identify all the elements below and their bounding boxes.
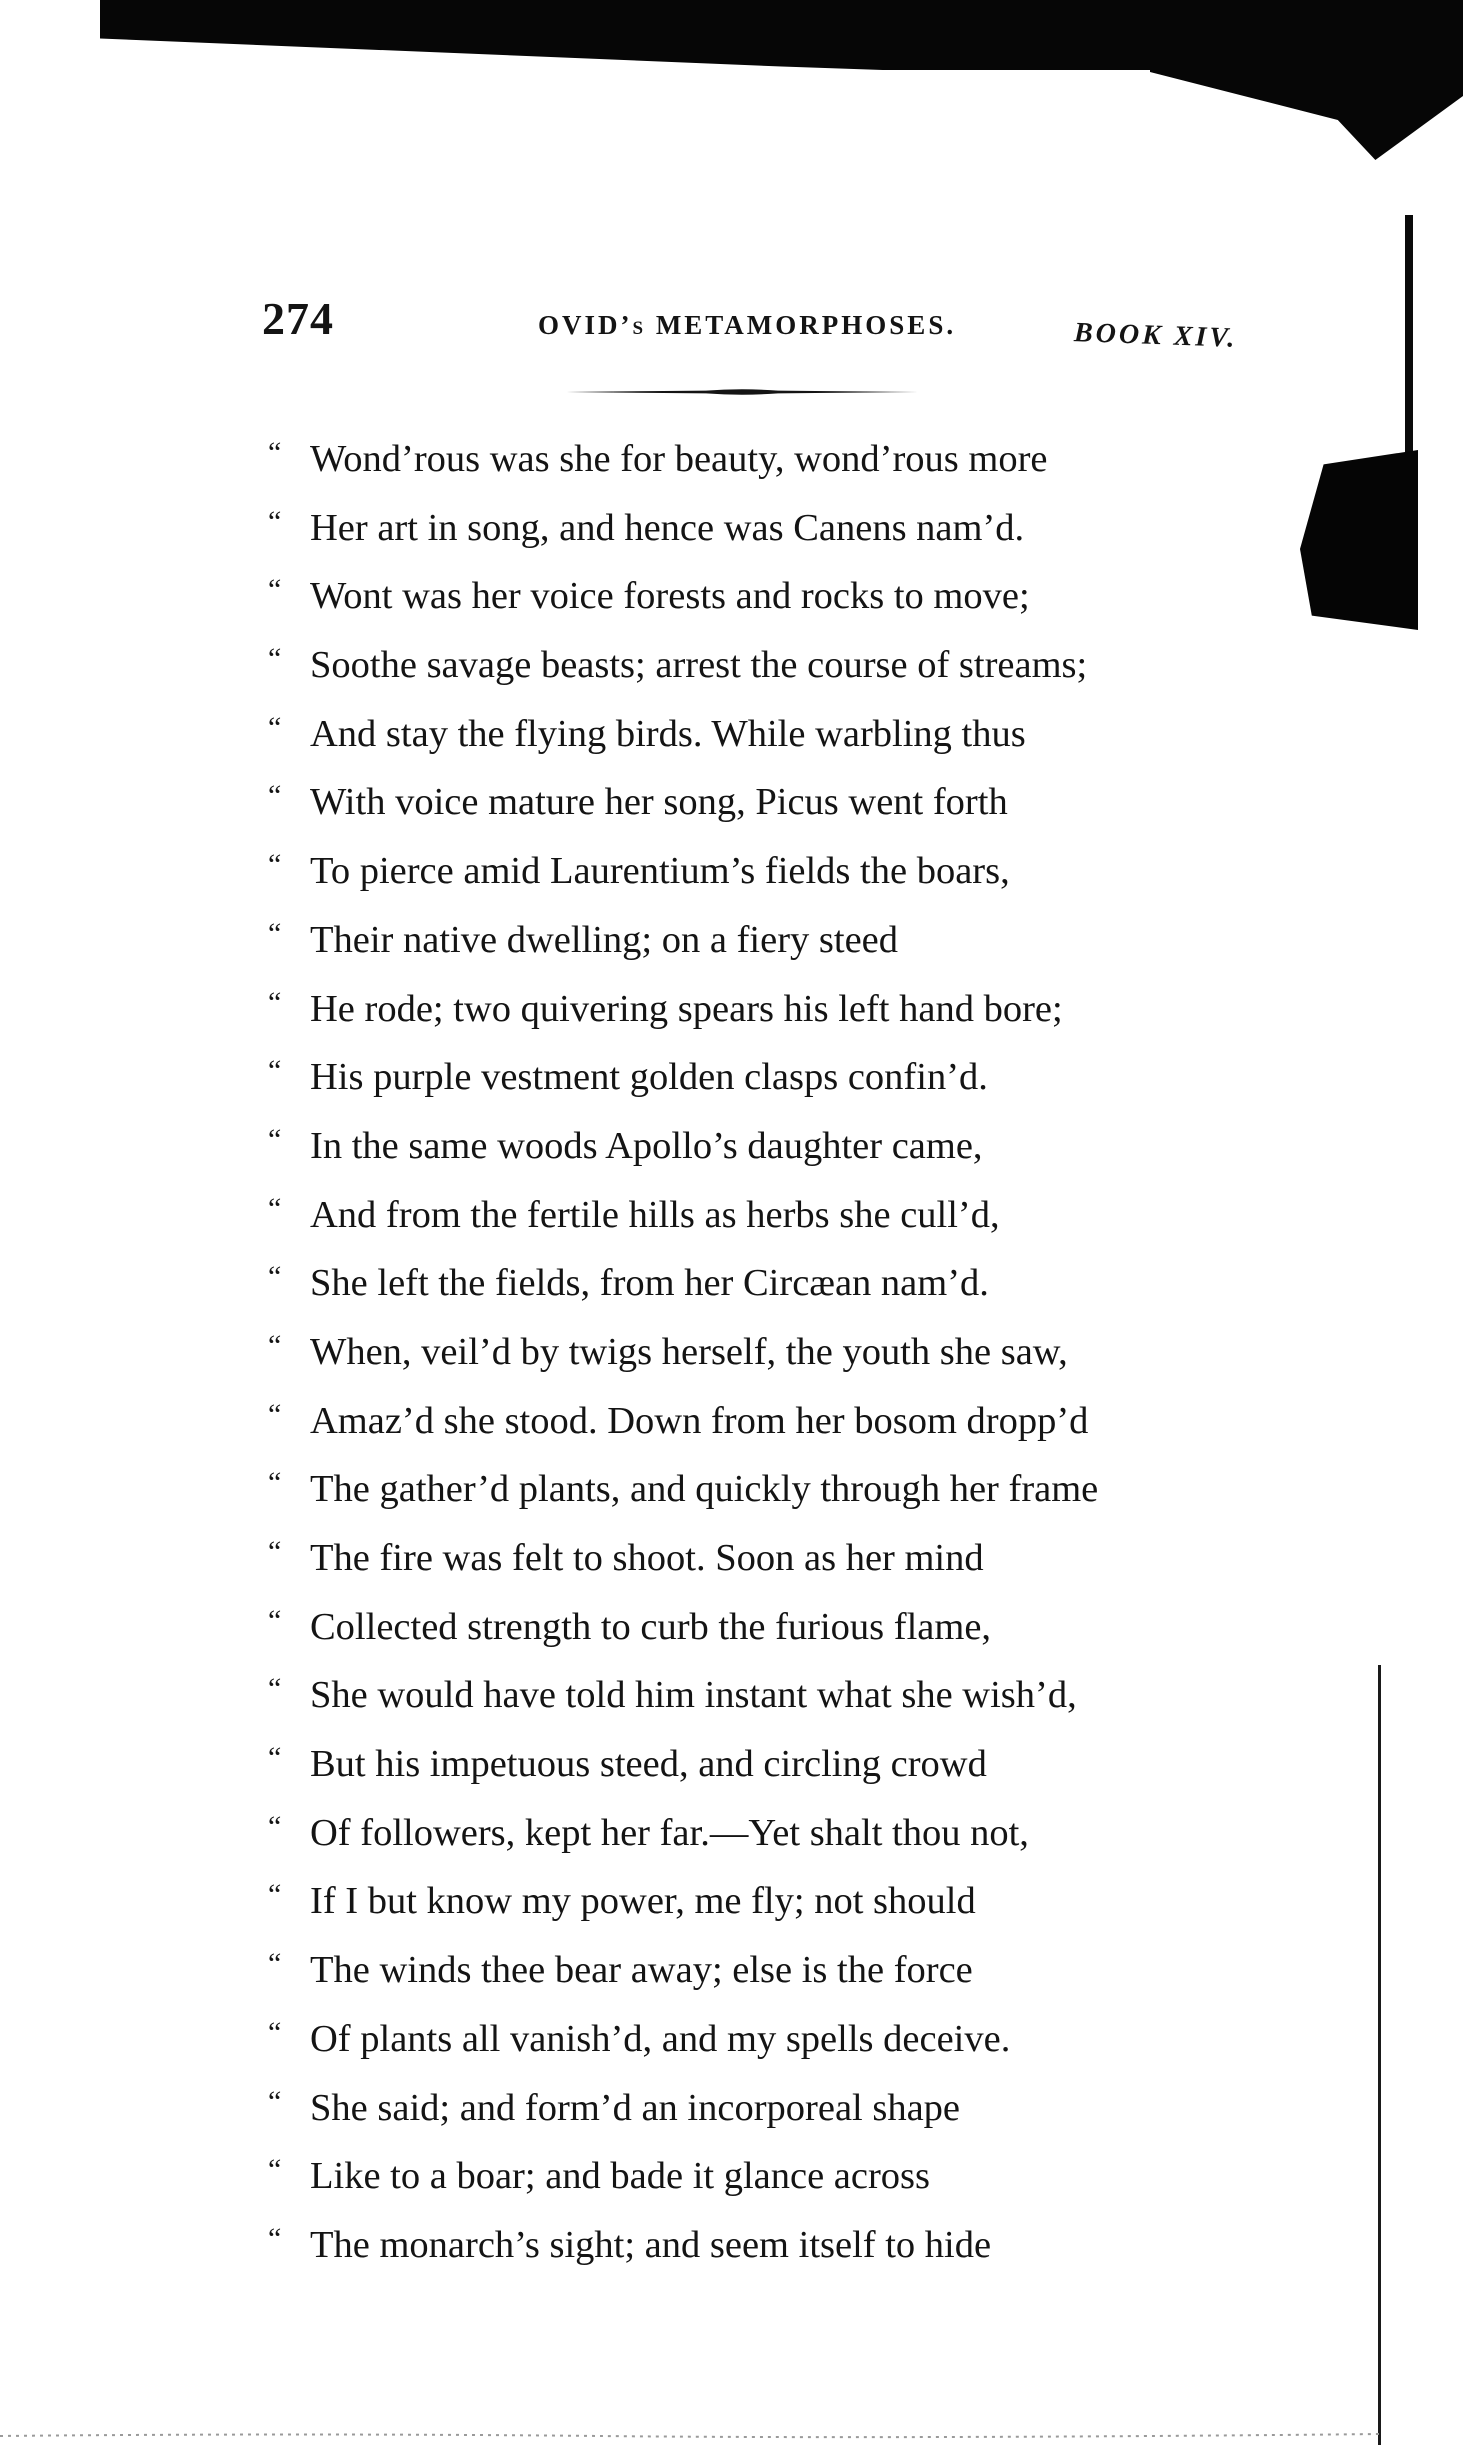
verse-text: The fire was felt to shoot. Soon as her mind <box>310 1537 984 1579</box>
verse-line <box>268 1596 1348 1665</box>
opening-quote-mark: “ <box>268 1603 282 1637</box>
opening-quote-mark: “ <box>268 1809 282 1843</box>
verse-text: Amaz’d she stood. Down from her bosom dropp’d <box>310 1399 1089 1442</box>
verse-line <box>268 1733 1348 1802</box>
opening-quote-mark: “ <box>268 573 282 607</box>
verse-line <box>268 497 1348 566</box>
verse-text: Her art in song, and hence was Canens nam’d. <box>310 506 1025 549</box>
opening-quote-mark: “ <box>268 1122 282 1156</box>
opening-quote-mark: “ <box>268 1535 282 1568</box>
opening-quote-mark: “ <box>268 1054 282 1088</box>
verse-line <box>268 428 1348 497</box>
verse-line <box>268 1527 1348 1596</box>
verse-block <box>268 428 1348 2283</box>
page-header <box>0 292 1463 362</box>
opening-quote-mark: “ <box>268 642 282 676</box>
opening-quote-mark: “ <box>268 2084 282 2118</box>
verse-line <box>268 840 1348 909</box>
verse-line <box>268 909 1348 978</box>
opening-quote-mark: “ <box>268 436 282 469</box>
opening-quote-mark: “ <box>268 848 282 882</box>
verse-text: Wont was her voice forests and rocks to move; <box>310 575 1030 618</box>
scan-top-shadow-corner <box>1150 0 1463 160</box>
verse-text: He rode; two quivering spears his left hand bore; <box>310 987 1063 1030</box>
opening-quote-mark: “ <box>268 1878 282 1912</box>
verse-line <box>268 1870 1348 1939</box>
opening-quote-mark: “ <box>268 1947 282 1981</box>
scan-right-rule <box>1378 1665 1381 2445</box>
verse-text: The monarch’s sight; and seem itself to hide <box>310 2223 992 2266</box>
page-number: 274 <box>262 293 334 344</box>
verse-text: If I but know my power, me fly; not should <box>310 1880 976 1923</box>
verse-line <box>268 1939 1348 2008</box>
verse-text: When, veil’d by twigs herself, the youth she saw, <box>310 1330 1068 1373</box>
verse-text: In the same woods Apollo’s daughter came, <box>310 1124 983 1167</box>
verse-text: Their native dwelling; on a fiery steed <box>310 918 898 961</box>
verse-line <box>268 2214 1348 2283</box>
verse-text: She would have told him instant what she wish’d, <box>310 1674 1077 1717</box>
opening-quote-mark: “ <box>268 779 282 813</box>
verse-text: The gather’d plants, and quickly through her frame <box>310 1468 1099 1511</box>
verse-text: To pierce amid Laurentium’s fields the boars, <box>310 850 1010 893</box>
verse-text: She said; and form’d an incorporeal shape <box>310 2086 961 2129</box>
opening-quote-mark: “ <box>268 1672 282 1706</box>
verse-text: Collected strength to curb the furious flame, <box>310 1605 992 1648</box>
verse-line <box>268 703 1348 772</box>
opening-quote-mark: “ <box>268 1741 282 1775</box>
opening-quote-mark: “ <box>268 1397 282 1431</box>
verse-line <box>268 1252 1348 1321</box>
verse-text: Like to a boar; and bade it glance across <box>310 2155 931 2198</box>
opening-quote-mark: “ <box>268 1191 282 1225</box>
book-label: BOOK XIV. <box>1073 317 1238 354</box>
verse-text: And from the fertile hills as herbs she cull’d, <box>310 1193 1000 1236</box>
opening-quote-mark: “ <box>268 1260 282 1294</box>
verse-text: Wond’rous was she for beauty, wond’rous more <box>310 438 1048 480</box>
verse-text: The winds thee bear away; else is the force <box>310 1949 973 1992</box>
verse-text: His purple vestment golden clasps confin’d. <box>310 1056 988 1099</box>
verse-line <box>268 1802 1348 1871</box>
opening-quote-mark: “ <box>268 2153 282 2187</box>
opening-quote-mark: “ <box>268 985 282 1019</box>
opening-quote-mark: “ <box>268 1466 282 1500</box>
verse-text: With voice mature her song, Picus went forth <box>310 781 1008 824</box>
opening-quote-mark: “ <box>268 710 282 744</box>
verse-line <box>268 1458 1348 1527</box>
verse-text: And stay the flying birds. While warbling thus <box>310 712 1026 755</box>
verse-line <box>268 771 1348 840</box>
opening-quote-mark: “ <box>268 916 282 950</box>
opening-quote-mark: “ <box>268 1328 282 1362</box>
verse-line <box>268 1115 1348 1184</box>
verse-line <box>268 978 1348 1047</box>
verse-line <box>268 1046 1348 1115</box>
verse-text: Of plants all vanish’d, and my spells deceive. <box>310 2017 1011 2060</box>
verse-line <box>268 1664 1348 1733</box>
opening-quote-mark: “ <box>268 2221 282 2255</box>
verse-line <box>268 2077 1348 2146</box>
opening-quote-mark: “ <box>268 504 282 538</box>
verse-line <box>268 1321 1348 1390</box>
verse-text: Of followers, kept her far.—Yet shalt thou not, <box>310 1811 1029 1854</box>
verse-line <box>268 1184 1348 1253</box>
verse-line <box>268 634 1348 703</box>
ornamental-rule <box>566 388 918 396</box>
verse-text: She left the fields, from her Circæan nam’d. <box>310 1262 989 1305</box>
verse-line <box>268 565 1348 634</box>
running-title: OVID’s METAMORPHOSES. <box>538 310 957 340</box>
opening-quote-mark: “ <box>268 2015 282 2049</box>
scan-bottom-scuff <box>0 2430 1380 2440</box>
verse-line <box>268 2008 1348 2077</box>
verse-line <box>268 1390 1348 1459</box>
verse-text: But his impetuous steed, and circling crowd <box>310 1743 987 1786</box>
verse-line <box>268 2145 1348 2214</box>
verse-text: Soothe savage beasts; arrest the course of streams; <box>310 644 1088 687</box>
